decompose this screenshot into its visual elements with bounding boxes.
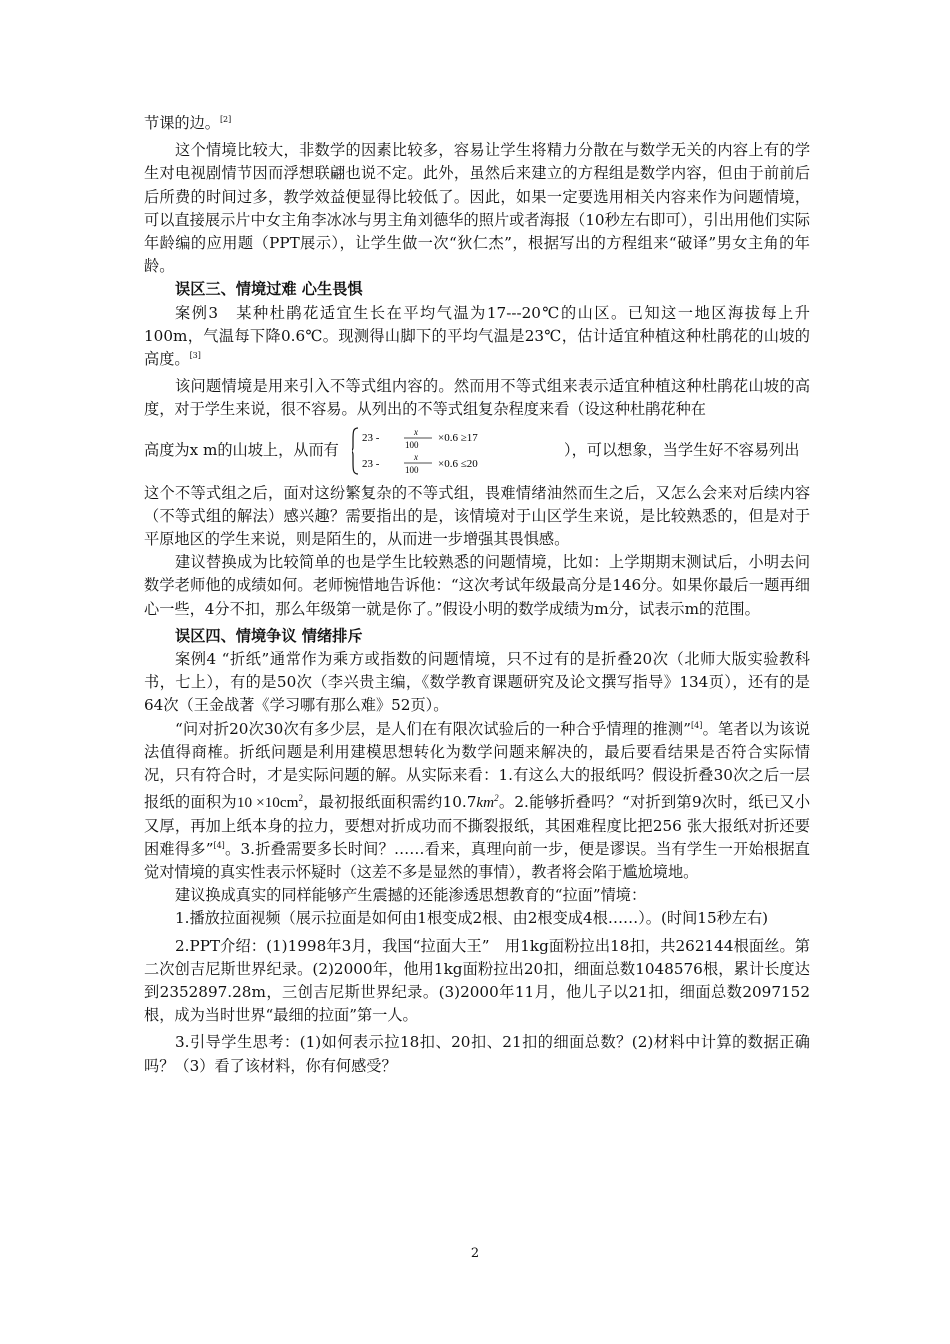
list-item-2: 2.PPT介绍：(1)1998年3月，我国“拉面大王” 用1kg面粉拉出18扣，共262144根面丝。第二次创吉尼斯世界纪录。(2)2000年，他用1kg面粉拉出20扣，细面总数1048576根，累计长度达到2352897.28m，三创吉尼斯世界纪录。(3)2000年11月，他儿子以21扣，细面总数2097152根，成为当时世界“最细的拉面”第一人。 xyxy=(144,936,810,1025)
row2-lead: 23 - xyxy=(362,457,380,470)
paragraph-continuation: 节课的边。[2] xyxy=(144,114,232,132)
case-3: 案例3 某种杜鹃花适宜生长在平均气温为17---20℃的山区。已知这一地区海拔每上升100m，气温每下降0.6℃。现测得山脚下的平均气温是23℃，估计适宜种植这种杜鹃花的山坡的高度。[3] xyxy=(144,303,810,369)
citation-ref: [4] xyxy=(691,720,703,730)
document-body xyxy=(144,112,810,1078)
row1-lead: 23 - xyxy=(362,431,380,444)
inequality-system xyxy=(352,426,564,476)
paragraph-suggestion-3: 建议替换成为比较简单的也是学生比较熟悉的问题情境，比如：上学期期末测试后，小明去问数学老师他的成绩如何。老师惋惜地告诉他：“这次考试年级最高分是146分。如果你最后一题再细心一些，4分不扣，那么年级第一就是你了。”假设小明的数学成绩为m分，试表示m的范围。 xyxy=(144,553,810,618)
inequality-trail-text: ），可以想象，当学生好不容易列出 xyxy=(564,440,800,459)
section-heading-3: 误区三、情境过难 心生畏惧 xyxy=(175,280,363,299)
paragraph-analysis-case4: “问对折20次30次有多少层，是人们在有限次试验后的一种合乎情理的推测”[4]。笔者以为该说法值得商榷。折纸问题是利用建模思想转化为数学问题来解决的，最后要看结果是否符合实际情况，只有符合时，才是实际问题的解。从实际来看：1.有这么大的报纸吗？假设折叠30次之后一层报纸的面积为$10 \times 10cm^2$，最初报纸面积需约$10.7km^2$。2.能够折叠吗？“对折到第9次时，纸已又小又厚，再加上纸本身的拉力，要想对折成功而不撕裂报纸，其困难程度比把256 张大报纸对折还要困难得多”[4]。3.折叠需要多长时间？……看来，真理向前一步，便是谬误。当有学生一开始根据直觉对情境的真实性表示怀疑时（这差不多是显然的事情），教者将会陷于尴尬境地。 xyxy=(144,719,811,881)
list-item-3: 3.引导学生思考：(1)如何表示拉18扣、20扣、21扣的细面总数？(2)材料中计算的数据正确吗？（3）看了该材料，你有何感受？ xyxy=(144,1033,810,1075)
inequality-line xyxy=(144,426,810,476)
list-item-1: 1.播放拉面视频（展示拉面是如何由1根变成2根、由2根变成4根……）。(时间15秒左右) xyxy=(175,909,769,928)
row2-denominator: 100 xyxy=(405,464,419,475)
paragraph-analysis-case3: 该问题情境是用来引入不等式组内容的。然而用不等式组来表示适宜种植这种杜鹃花山坡的高度，对于学生来说，很不容易。从列出的不等式组复杂程度来看（设这种杜鹃花种在 xyxy=(144,377,810,419)
row1-numerator: x xyxy=(414,426,418,437)
page-number: 2 xyxy=(470,1246,480,1261)
paragraph-analysis-case3-cont: 这个不等式组之后，面对这纷繁复杂的不等式组，畏难情绪油然而生之后，又怎么会来对后续内容（不等式组的解法）感兴趣？需要指出的是，该情境对于山区学生来说，是比较熟悉的，但是对于平原地区的学生来说，则是陌生的，从而进一步增强其畏惧感。 xyxy=(144,483,810,549)
inequality-lead-text: 高度为x m的山坡上，从而有 xyxy=(144,440,339,459)
area-formula: $10 \times 10cm^2$ xyxy=(236,793,303,812)
km-unit: $km^2$ xyxy=(476,793,499,812)
row1-denominator: 100 xyxy=(405,439,419,450)
left-brace xyxy=(352,428,358,474)
citation-ref: [3] xyxy=(189,350,201,360)
row2-numerator: x xyxy=(414,451,418,462)
citation-ref: [4] xyxy=(213,840,225,850)
row2-tail: ×0.6 ≤20 xyxy=(438,457,478,470)
row1-tail: ×0.6 ≥17 xyxy=(438,431,478,444)
paragraph-analysis-case2: 这个情境比较大，非数学的因素比较多，容易让学生将精力分散在与数学无关的内容上有的学生对电视剧情节因而浮想联翩也说不定。此外，虽然后来建立的方程组是数学内容，但由于前前后后所费的时间过多，教学效益便显得比较低了。因此，如果一定要选用相关内容来作为问题情境，可以直接展示片中女主角李冰冰与男主角刘德华的照片或者海报（10秒左右即可），引出用他们实际年龄编的应用题（PPT展示），让学生做一次“狄仁杰”，根据写出的方程组来“破译”男女主角的年龄。 xyxy=(144,141,810,276)
paragraph-suggestion-4: 建议换成真实的同样能够产生震撼的还能渗透思想教育的“拉面”情境： xyxy=(175,886,647,905)
citation-ref: [2] xyxy=(219,114,232,124)
section-heading-4: 误区四、情境争议 情绪排斥 xyxy=(175,626,363,645)
case-4: 案例4 “折纸”通常作为乘方或指数的问题情境，只不过有的是折叠20次（北师大版实验教科书，七上），有的是50次（李兴贵主编，《数学教育课题研究及论文撰写指导》134页），还有的是64次（王金战著《学习哪有那么难》52页）。 xyxy=(144,650,810,715)
